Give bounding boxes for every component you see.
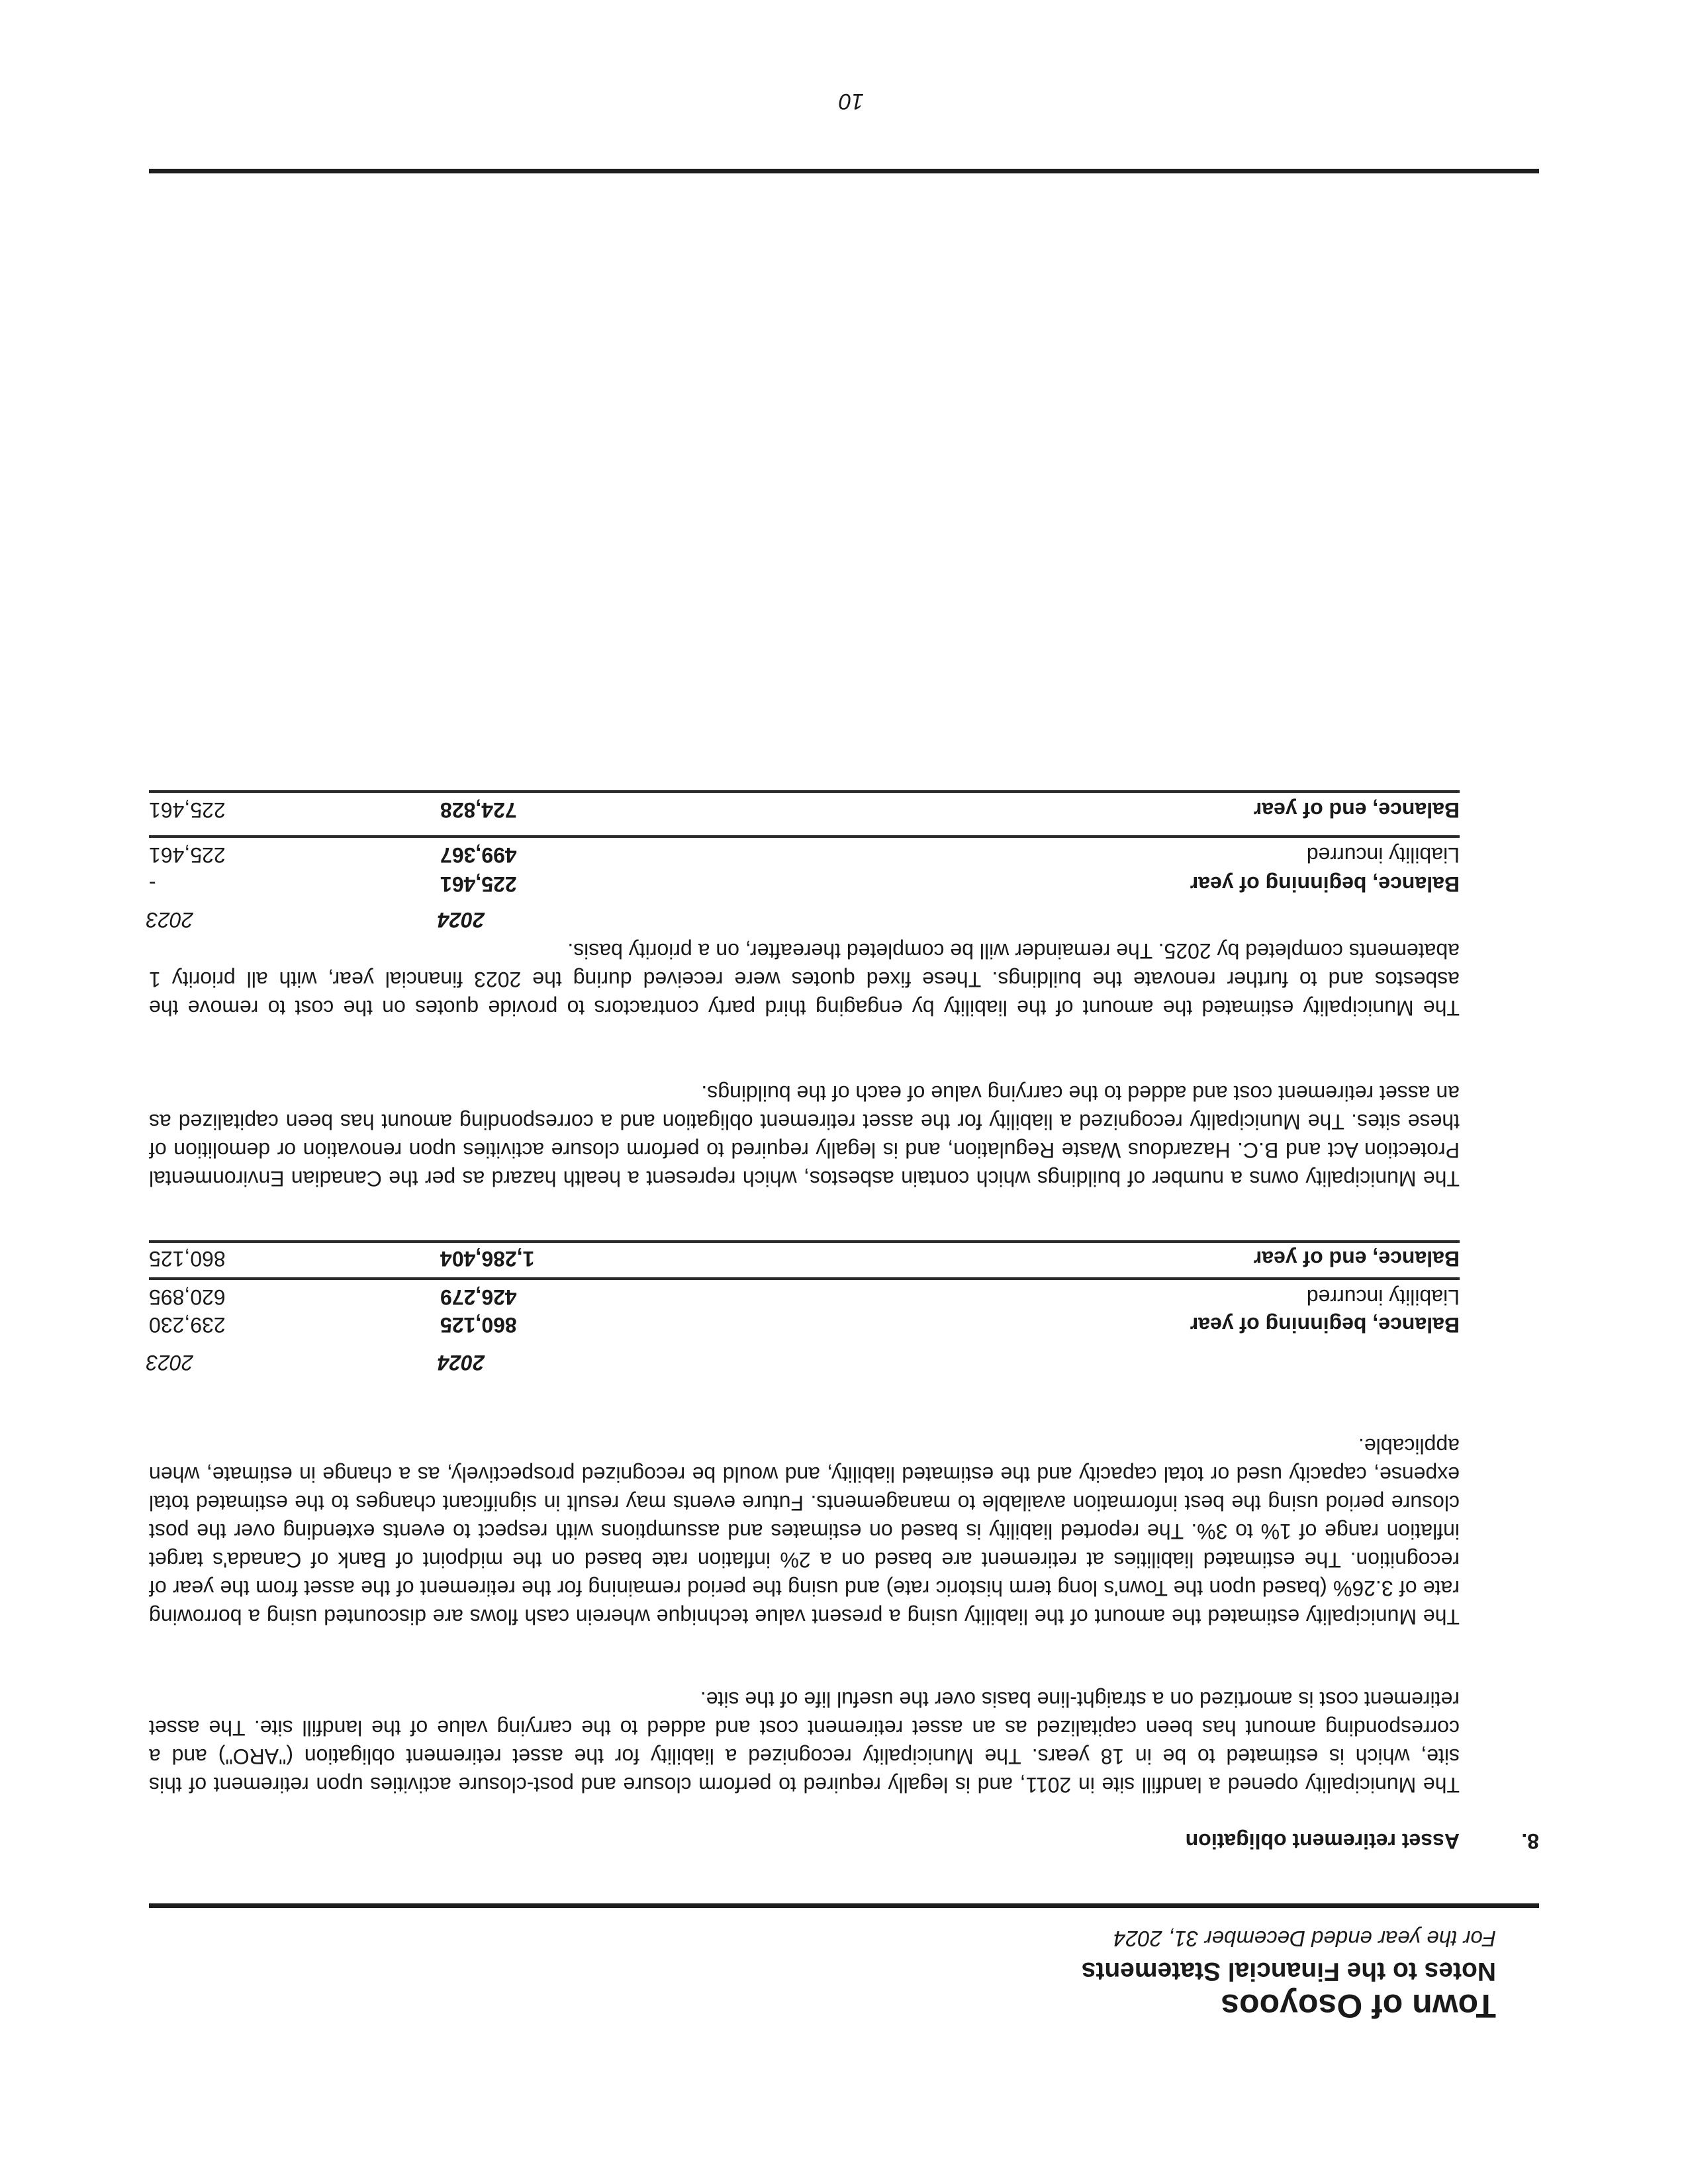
row-label: Balance, beginning of year	[1190, 872, 1460, 896]
paragraph-asbestos-estimate: The Municipality estimated the amount of the liability by engaging third party contractors to provide quotes on the cost to remove the asbestos and to further renovate the buildings. These fixed quotes were received during the 2023 financial year, with all priority 1 abatements completed by 2025. The remainder will be completed thereafter, on a priority basis.	[149, 939, 1460, 1020]
value-prior: 225,461	[149, 843, 226, 867]
footer-rule	[149, 169, 1539, 173]
value-prior: 239,230	[149, 1313, 226, 1337]
section-title: Asset retirement obligation	[1185, 1829, 1460, 1853]
row-label: Balance, beginning of year	[1190, 1313, 1460, 1337]
row-label: Balance, end of year	[1253, 798, 1460, 822]
section-number: 8.	[1521, 1829, 1539, 1853]
landfill-year-prior: 2023	[146, 1351, 193, 1375]
asbestos-year-prior: 2023	[146, 908, 193, 932]
value-current: 860,125	[440, 1313, 517, 1337]
asbestos-row-beginning	[149, 870, 1460, 896]
value-prior: 620,895	[149, 1285, 226, 1309]
paragraph-landfill-overview: The Municipality opened a landfill site in 2011, and is legally required to perform closure and post-closure activities upon retirement of this site, which is estimated to be in 18 years. The Municipality recognized a liability for the asset retirement obligation ("ARO") and a corresponding amount has been capitalized as an asset retirement cost and added to the carrying value of the landfill site. The asset retirement cost is amortized on a straight-line basis over the useful life of the site.	[149, 1688, 1460, 1797]
page-number: 10	[839, 89, 864, 114]
landfill-total-rule	[149, 1240, 1460, 1243]
asbestos-total-rule	[149, 790, 1460, 793]
document-subtitle: Notes to the Financial Statements	[1081, 1957, 1496, 1985]
reporting-period: For the year ended December 31, 2024	[1113, 1927, 1496, 1951]
value-current: 225,461	[440, 872, 517, 896]
asbestos-subtotal-rule	[149, 835, 1460, 838]
row-label: Liability incurred	[1306, 1285, 1460, 1309]
value-current: 499,367	[440, 843, 517, 867]
paragraph-asbestos-overview: The Municipality owns a number of buildings which contain asbestos, which represent a health hazard as per the Canadian Environmental Protection Act and B.C. Hazardous Waste Regulation, and is legally required to perform closure activities upon renovation or demolition of these sites. The Municipality recognized a liability for the asset retirement obligation and a corresponding amount has been capitalized as an asset retirement cost and added to the carrying value of each of the buildings.	[149, 1081, 1460, 1191]
value-prior: 225,461	[149, 798, 226, 822]
value-current: 1,286,404	[440, 1247, 535, 1271]
asbestos-year-current: 2024	[437, 908, 485, 932]
landfill-row-beginning	[149, 1310, 1460, 1337]
row-label: Liability incurred	[1306, 843, 1460, 867]
asbestos-row-incurred	[149, 841, 1460, 867]
header-rule	[149, 1903, 1539, 1908]
landfill-row-incurred	[149, 1283, 1460, 1309]
paragraph-landfill-estimate: The Municipality estimated the amount of the liability using a present value technique wherein cash flows are discounted using a borrowing rate of 3.26% (based upon the Town's long term historic rate) and using the period remaining for the retirement of the asset from the year of recognition. The estimated liabilities at retirement are based on a 2% inflation rate based on the midpoint of Bank of Canada's target inflation range of 1% to 3%. The reported liability is based on estimates and assumptions with respect to events extending over the post closure period using the best information available to managements. Future events may result in significant changes to the estimated total expense, capacity used or total capacity and the estimated liability, and would be recognized prospectively, as a change in estimate, when applicable.	[149, 1434, 1460, 1629]
value-prior: -	[149, 872, 156, 896]
value-current: 724,828	[440, 798, 517, 822]
asbestos-row-total	[149, 796, 1460, 822]
landfill-year-current: 2024	[437, 1351, 485, 1375]
landfill-subtotal-rule	[149, 1277, 1460, 1280]
document-title: Town of Osoyoos	[1221, 1987, 1496, 2025]
landfill-row-total	[149, 1244, 1460, 1271]
value-prior: 860,125	[149, 1247, 226, 1271]
row-label: Balance, end of year	[1253, 1247, 1460, 1271]
value-current: 426,279	[440, 1285, 517, 1309]
